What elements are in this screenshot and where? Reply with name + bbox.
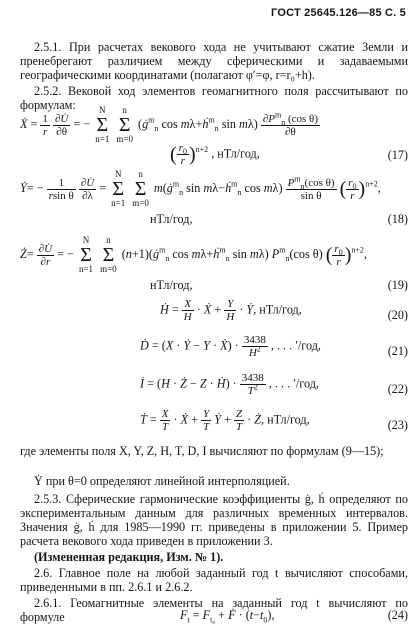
equation-17-number: (17) [387, 148, 408, 162]
equation-22: İ = (H · Ż − Z · Ḣ) · $\frac{3438}{T^2}$ , . . . ′/год, (22) [140, 372, 408, 397]
equation-21: Ḋ = (X · Ẏ − Y · Ẋ) · $\frac{3438}{H^2}$ , . . . ′/год, (21) [140, 334, 408, 359]
equation-17: Ẋ = $\frac{1}{r}$ $\frac{\partial U̇}{\partial\theta}$ = − N Σ n=1 n Σ m=0 ($ġ^m_n$ cos mλ+ḣ$^m_n$ sin mλ) $\frac{\partial P^m_n (\cos \theta)}{\partial\theta}$ ( $\frac{r_0}{r}$ )$^{n+2}$ , нТл/год, (17) [20, 105, 408, 167]
equation-20-number: (20) [387, 308, 408, 322]
equation-24: $F_t = F_{t_0}$ + Ḟ · $(t-t_0)$, (24) [180, 608, 408, 625]
paragraph-2-6-1: 2.6.1. Геомагнитные элементы на заданный год t вычисляют по формуле [20, 596, 408, 624]
equation-18-number: (18) [387, 212, 408, 226]
equation-22-number: (22) [387, 382, 408, 396]
paragraph-amendment: (Измененная редакция, Изм. № 1). [34, 550, 224, 564]
equation-23: Ṫ = $\frac{X}{T}$ · Ẋ + $\frac{Y}{T}$ Ẏ + $\frac{Z}{T}$ · Ż, нТл/год, (23) [140, 408, 408, 433]
paragraph-2-5-2: 2.5.2. Вековой ход элементов геомагнитного поля рассчитывают по формулам: [20, 84, 408, 112]
equation-19-unit: нТл/год, [150, 278, 193, 292]
equation-23-number: (23) [387, 418, 408, 432]
equation-19: Ż= $\frac{\partial U̇}{\partial r}$ = − N Σ n=1 n Σ m=0 $(n+1)(ġ^m_n$ cos mλ+ḣ$^m_n$ sin mλ) $P^m_n(\cos$ θ) ( $\frac{r_0}{r}$ )$^{n+2}$, нТл/год, (19) [20, 235, 408, 292]
paragraph-2-6: 2.6. Главное поле на любой заданный год t вычисляют способами, приведенными в пп. 2.6.1 и 2.6.2. [20, 566, 408, 594]
equation-21-number: (21) [387, 344, 408, 358]
equation-20: Ḣ = $\frac{X}{H}$ · Ẋ + $\frac{Y}{H}$ · Ẏ, нТл/год, (20) [160, 298, 408, 323]
equation-24-number: (24) [387, 608, 408, 622]
equation-18-unit: нТл/год, [150, 212, 193, 226]
paragraph-2-5-3: 2.5.3. Сферические гармонические коэффициенты ġ, ḣ определяют по экспериментальным данным для различных временных интервалов. Значения ġ, ḣ для 1985—1990 гг. приведены в приложении 5. Пример расчета векового хода приведен в приложении 3. [20, 492, 408, 548]
paragraph-2-5-1: 2.5.1. При расчетах векового хода не учитывают сжатие Земли и пренебрегают различием между сферическими и задаваемыми географическими координатами (полагают φ′=φ, r=r₀+h). [20, 40, 408, 82]
page-header: ГОСТ 25645.126—85 С. 5 [271, 7, 406, 19]
equation-18: Ẏ= − $\frac{1}{\text{rsin θ}}$ $\frac{\partial U̇}{\partial\lambda}$ = N Σ n=1 n Σ m=0 $m(ġ^m_n$ sin mλ−ḣ$^m_n$ cos mλ) $\frac{P^m_n(\cos \theta)}{\text{sin θ}}$ ( $\frac{r_0}{r}$ )$^{n+2}$, нТл/год, (18) [20, 169, 408, 226]
paragraph-ydot: Ẏ при θ=0 определяют линейной интерполяцией. [34, 474, 290, 488]
paragraph-field-elements: где элементы поля X, Y, Z, H, T, D, I вычисляют по формулам (9—15); [20, 444, 384, 458]
equation-19-number: (19) [387, 278, 408, 292]
